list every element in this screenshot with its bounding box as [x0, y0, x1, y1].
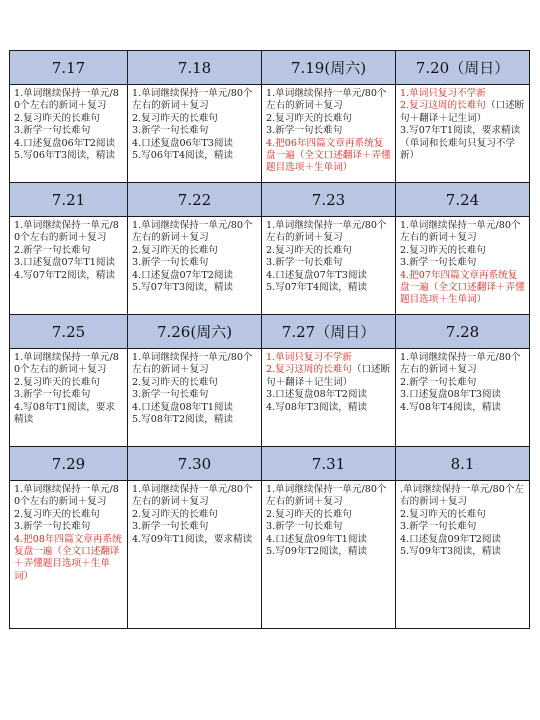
task-text: 3.新学一句长难句 — [400, 521, 477, 533]
task-text: 5.写09年T3阅读，精读 — [400, 546, 502, 558]
task-line — [132, 257, 258, 269]
tasks-row — [10, 85, 530, 183]
date-header: 7.21 — [10, 183, 128, 217]
task-line — [266, 534, 392, 546]
task-text: 1.单词继续保持一单元/80个左右的新词＋复习 — [14, 484, 119, 508]
task-text: 5.写08年T2阅读，精读 — [132, 414, 234, 426]
highlighted-task-text: 4.把08年四篇文章再系统复盘一遍（全文口述翻译＋弄懂题目选项＋生单词） — [14, 533, 122, 582]
task-line — [132, 484, 258, 509]
task-text: 2.复习昨天的长难句 — [14, 112, 100, 124]
date-header: 7.29 — [10, 447, 128, 481]
task-text: 4.口述复盘07年T3阅读 — [266, 269, 368, 281]
task-text: 1.单词继续保持一单元/80个左右的新词＋复习 — [14, 352, 119, 376]
task-text: 2.复习昨天的长难句 — [132, 244, 218, 256]
date-header: 7.27（周日） — [262, 315, 396, 349]
date-header: 7.24 — [396, 183, 530, 217]
task-line — [266, 389, 392, 401]
task-text: 4.写08年T1阅读，要求精读 — [14, 401, 116, 426]
task-text: 2.新学一句长难句 — [14, 244, 91, 256]
date-header: 7.30 — [128, 447, 262, 481]
task-note: （口述断句＋翻译＋记生词） — [266, 364, 391, 388]
task-line — [132, 389, 258, 401]
task-line — [132, 402, 258, 414]
task-line — [400, 509, 526, 521]
task-text: 1.单词继续保持一单元/80个左右的新词＋复习 — [266, 88, 387, 112]
task-line — [132, 414, 258, 426]
task-text: 2.复习昨天的长难句 — [14, 508, 100, 520]
task-line — [132, 113, 258, 125]
highlighted-task-text: 4.把07年四篇文章再系统复盘一遍（全文口述翻译＋弄懂题目选项＋生单词） — [400, 269, 525, 306]
task-text: 5.写06年T3阅读，精读 — [14, 150, 116, 162]
task-text: 3.新学一句长难句 — [266, 257, 343, 269]
task-text: 2.复习昨天的长难句 — [400, 508, 486, 520]
task-text: 1.单词继续保持一单元/80个左右的新词＋复习 — [14, 88, 119, 112]
task-text: 3.口述复盘07年T1阅读 — [14, 257, 116, 269]
task-text: 4.口述复盘09年T2阅读 — [400, 533, 502, 545]
task-line — [400, 352, 526, 377]
day-tasks-cell — [10, 85, 128, 183]
task-text: 2.复习昨天的长难句 — [132, 508, 218, 520]
task-line — [14, 150, 124, 162]
task-text: 3.新学一句长难句 — [266, 125, 343, 137]
task-text: .单词继续保持一单元/80个左右的新词＋复习 — [400, 484, 525, 508]
date-header: 7.19(周六) — [262, 51, 396, 85]
task-line — [14, 138, 124, 150]
task-line — [132, 138, 258, 150]
date-header: 7.18 — [128, 51, 262, 85]
task-line — [132, 377, 258, 389]
task-line — [266, 88, 392, 113]
task-line — [14, 534, 124, 584]
task-line — [266, 138, 392, 175]
task-text: 4.写08年T4阅读，精读 — [400, 401, 502, 413]
task-text: 3.新学一句长难句 — [400, 257, 477, 269]
task-line — [14, 377, 124, 389]
task-text: 4.口述复盘07年T2阅读 — [132, 269, 234, 281]
task-text: 5.写07年T4阅读，精读 — [266, 282, 368, 294]
task-text: 2.复习昨天的长难句 — [266, 112, 352, 124]
task-line — [400, 377, 526, 389]
task-line — [400, 534, 526, 546]
task-text: 1.单词继续保持一单元/80个左右的新词＋复习 — [266, 220, 387, 244]
task-line — [14, 257, 124, 269]
task-text: 4.口述复盘06年T3阅读 — [132, 137, 234, 149]
task-line — [400, 100, 526, 125]
task-line — [132, 534, 258, 546]
task-text: 3.写07年T1阅读，要求精读（单词和长难句只复习不学新） — [400, 125, 521, 162]
task-text: 5.写09年T2阅读，精读 — [266, 546, 368, 558]
task-text: 3.新学一句长难句 — [266, 521, 343, 533]
task-text: 1.单词继续保持一单元/80个左右的新词＋复习 — [400, 220, 521, 244]
highlighted-task-text: 4.把06年四篇文章再系统复盘一遍（全文口述翻译＋弄懂题目选项＋生单词） — [266, 137, 391, 174]
day-tasks-cell — [396, 85, 530, 183]
task-text: 3.新学一句长难句 — [14, 125, 91, 137]
task-line — [266, 113, 392, 125]
date-header: 7.31 — [262, 447, 396, 481]
task-text: 2.复习昨天的长难句 — [266, 244, 352, 256]
task-text: 1.单词继续保持一单元/80个左右的新词＋复习 — [132, 484, 253, 508]
task-line — [14, 245, 124, 257]
task-line — [266, 352, 392, 364]
task-text: 2.复习昨天的长难句 — [132, 112, 218, 124]
task-text: 4.口述复盘09年T1阅读 — [266, 533, 368, 545]
task-text: 1.单词继续保持一单元/80个左右的新词＋复习 — [132, 352, 253, 376]
task-line — [132, 88, 258, 113]
tasks-row — [10, 217, 530, 315]
task-line — [14, 484, 124, 509]
date-header-row — [10, 447, 530, 481]
task-text: 3.新学一句长难句 — [132, 389, 209, 401]
task-line — [132, 220, 258, 245]
task-line — [400, 88, 526, 100]
task-line — [14, 352, 124, 377]
task-line — [400, 270, 526, 307]
date-header: 7.23 — [262, 183, 396, 217]
task-text: 3.新学一句长难句 — [14, 521, 91, 533]
task-line — [14, 220, 124, 245]
highlighted-task-text: 2.复习这周的长难句 — [400, 100, 486, 112]
task-line — [400, 125, 526, 162]
task-line — [132, 270, 258, 282]
day-tasks-cell — [396, 217, 530, 315]
day-tasks-cell — [396, 481, 530, 629]
date-header-row — [10, 183, 530, 217]
tasks-row — [10, 481, 530, 629]
task-text: 2.新学一句长难句 — [400, 376, 477, 388]
task-line — [266, 220, 392, 245]
task-line — [132, 282, 258, 294]
tasks-row — [10, 349, 530, 447]
task-line — [14, 113, 124, 125]
date-header-row — [10, 51, 530, 85]
study-schedule-table — [9, 50, 530, 629]
day-tasks-cell — [128, 349, 262, 447]
task-line — [266, 402, 392, 414]
task-line — [400, 257, 526, 269]
date-header-row — [10, 315, 530, 349]
task-line — [266, 364, 392, 389]
task-text: 1.单词继续保持一单元/80个左右的新词＋复习 — [132, 220, 253, 244]
day-tasks-cell — [262, 349, 396, 447]
task-line — [132, 521, 258, 533]
task-line — [14, 402, 124, 427]
task-line — [14, 509, 124, 521]
task-text: 3.口述复盘08年T3阅读 — [400, 389, 502, 401]
highlighted-task-text: 1.单词只复习不学新 — [400, 88, 486, 99]
date-header: 7.17 — [10, 51, 128, 85]
task-text: 3.新学一句长难句 — [132, 125, 209, 137]
task-text: 2.复习昨天的长难句 — [400, 244, 486, 256]
task-line — [132, 509, 258, 521]
task-line — [132, 352, 258, 377]
task-text: 1.单词继续保持一单元/80个左右的新词＋复习 — [266, 484, 387, 508]
task-line — [14, 270, 124, 282]
task-line — [266, 125, 392, 137]
task-line — [400, 220, 526, 245]
task-text: 3.口述复盘08年T2阅读 — [266, 389, 368, 401]
task-text: 2.复习昨天的长难句 — [14, 376, 100, 388]
day-tasks-cell — [396, 349, 530, 447]
task-text: 5.写06年T4阅读，精读 — [132, 150, 234, 162]
task-line — [266, 270, 392, 282]
task-text: 4.写09年T1阅读，要求精读 — [132, 533, 253, 545]
task-line — [132, 150, 258, 162]
task-line — [400, 402, 526, 414]
schedule-body — [10, 51, 530, 629]
task-line — [14, 125, 124, 137]
task-line — [266, 521, 392, 533]
date-header: 7.28 — [396, 315, 530, 349]
task-line — [132, 125, 258, 137]
task-line — [14, 389, 124, 401]
day-tasks-cell — [128, 217, 262, 315]
day-tasks-cell — [10, 481, 128, 629]
task-note: （口述断句＋翻译＋记生词） — [400, 100, 525, 124]
task-text: 4.写07年T2阅读，精读 — [14, 269, 116, 281]
task-line — [400, 546, 526, 558]
task-line — [266, 546, 392, 558]
task-line — [400, 245, 526, 257]
task-line — [14, 521, 124, 533]
task-text: 2.复习昨天的长难句 — [266, 508, 352, 520]
day-tasks-cell — [262, 85, 396, 183]
task-text: 2.复习昨天的长难句 — [132, 376, 218, 388]
task-text: 5.写07年T3阅读，精读 — [132, 282, 234, 294]
task-text: 3.新学一句长难句 — [14, 389, 91, 401]
task-text: 3.新学一句长难句 — [132, 257, 209, 269]
date-header: 7.20（周日） — [396, 51, 530, 85]
date-header: 8.1 — [396, 447, 530, 481]
task-line — [266, 484, 392, 509]
task-text: 3.新学一句长难句 — [132, 521, 209, 533]
highlighted-task-text: 1.单词只复习不学新 — [266, 352, 352, 363]
task-line — [266, 245, 392, 257]
date-header: 7.25 — [10, 315, 128, 349]
task-line — [400, 389, 526, 401]
day-tasks-cell — [128, 481, 262, 629]
day-tasks-cell — [262, 217, 396, 315]
task-text: 4.写08年T3阅读，精读 — [266, 401, 368, 413]
day-tasks-cell — [262, 481, 396, 629]
task-text: 1.单词继续保持一单元/80个左右的新词＋复习 — [14, 220, 119, 244]
task-line — [14, 88, 124, 113]
date-header: 7.22 — [128, 183, 262, 217]
task-line — [132, 245, 258, 257]
task-text: 1.单词继续保持一单元/80个左右的新词＋复习 — [132, 88, 253, 112]
task-line — [400, 521, 526, 533]
task-text: 1.单词继续保持一单元/80个左右的新词＋复习 — [400, 352, 521, 376]
day-tasks-cell — [128, 85, 262, 183]
highlighted-task-text: 2.复习这周的长难句 — [266, 364, 352, 376]
task-text: 4.口述复盘06年T2阅读 — [14, 137, 116, 149]
task-line — [266, 257, 392, 269]
task-line — [266, 282, 392, 294]
task-line — [400, 484, 526, 509]
day-tasks-cell — [10, 217, 128, 315]
day-tasks-cell — [10, 349, 128, 447]
task-line — [266, 509, 392, 521]
date-header: 7.26(周六) — [128, 315, 262, 349]
task-text: 4.口述复盘08年T1阅读 — [132, 401, 234, 413]
